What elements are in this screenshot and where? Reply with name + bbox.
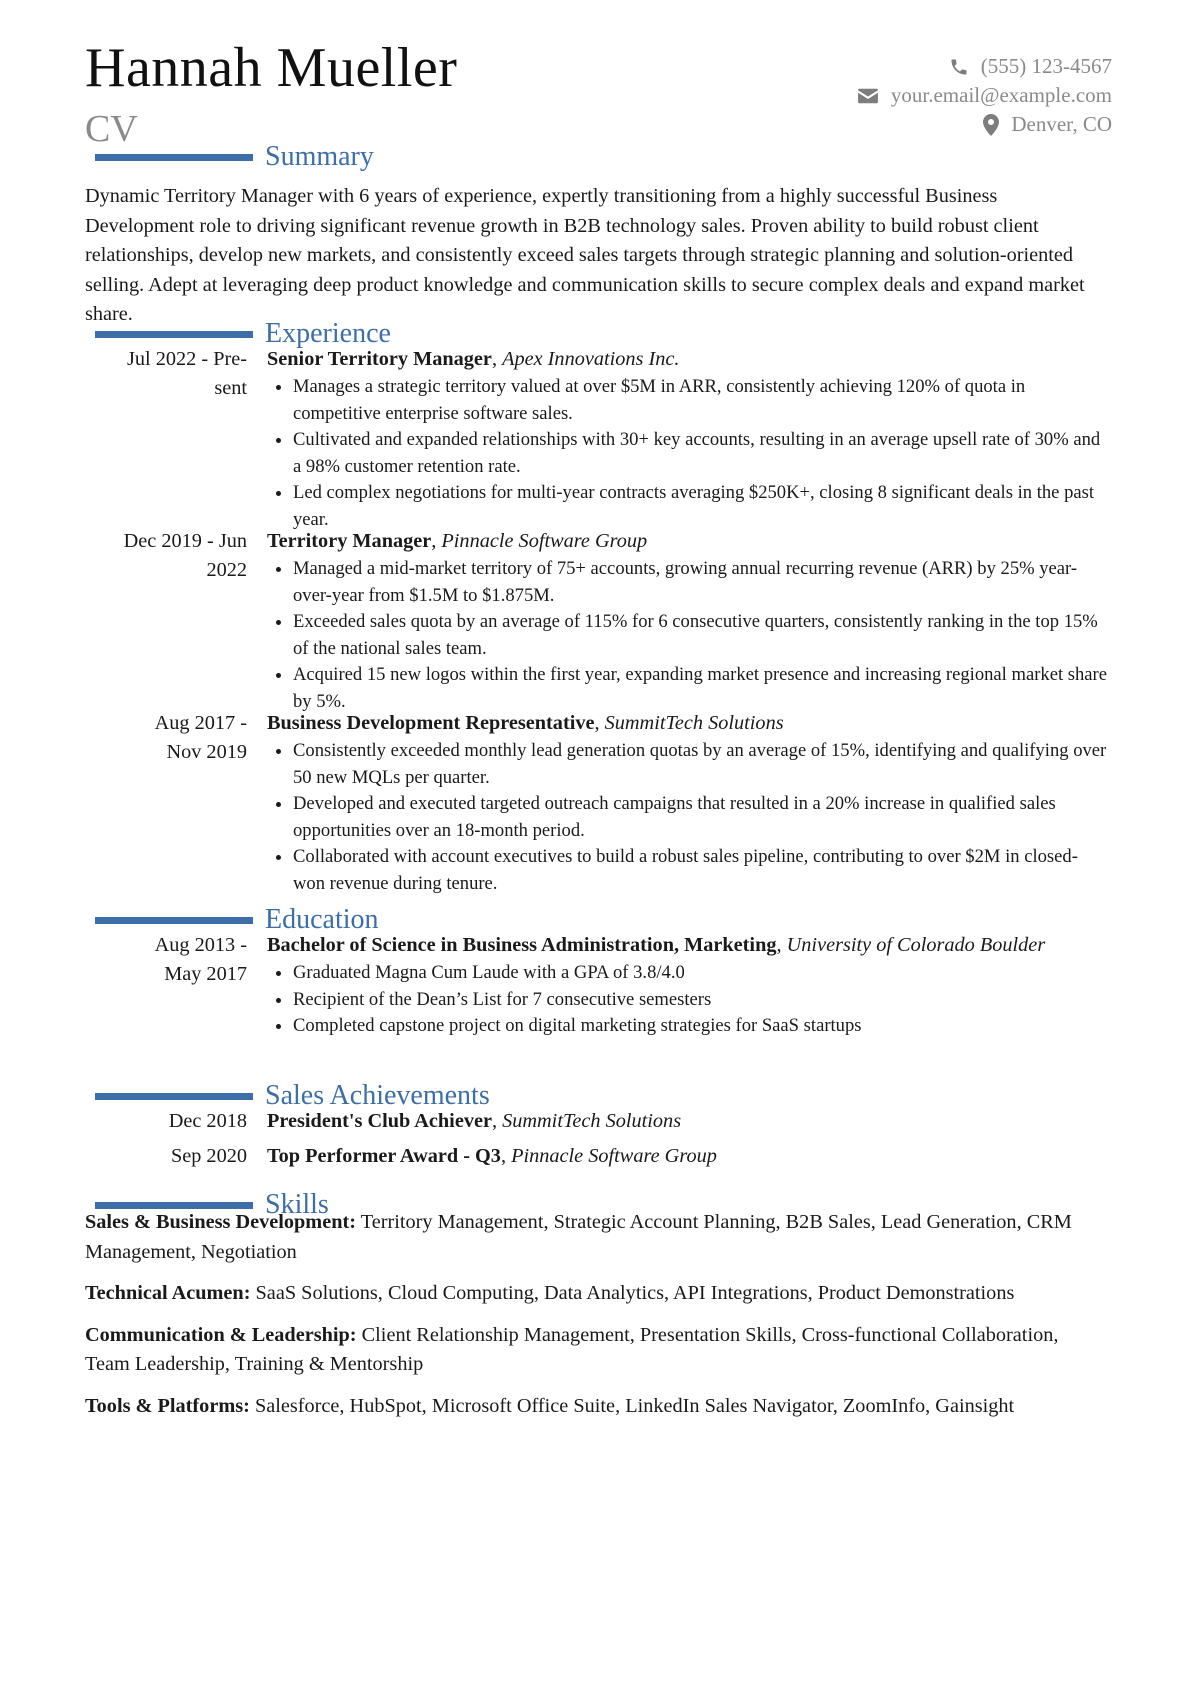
section-title-summary: Summary [265, 141, 374, 172]
company-name: SummitTech Solutions [604, 712, 784, 734]
skill-items: Territory Management, Strategic Account Planning, B2B Sales, Lead Generation, CRM Management, Negotiation [85, 1211, 1072, 1263]
entry-heading: Territory Manager, Pinnacle Software Group [267, 530, 648, 552]
section-accent-bar [95, 1093, 253, 1100]
section-accent-bar [95, 331, 253, 338]
bullet-item: • Graduated Magna Cum Laude with a GPA of 3.8/4.0 [293, 960, 1107, 987]
achievement-date: Dec 2018 [168, 1110, 247, 1132]
bullet-list [267, 960, 1107, 1040]
document-subtitle: CV [85, 108, 138, 150]
email-link[interactable]: your.email@example.com [890, 83, 1112, 107]
map-pin-icon [983, 114, 999, 136]
section-header-experience [95, 320, 391, 348]
skill-items: Salesforce, HubSpot, Microsoft Office Suite, LinkedIn Sales Navigator, ZoomInfo, Gainsight [254, 1394, 1015, 1417]
entry-heading: Bachelor of Science in Business Administration, Marketing, University of Colorado Boulder [267, 934, 1046, 956]
skill-row [85, 1392, 1105, 1422]
skill-items: Client Relationship Management, Presentation Skills, Cross-functional Collaboration, Team Leadership, Training & Mentorship [85, 1323, 1059, 1375]
section-accent-bar [95, 154, 253, 161]
achievement-text: President's Club Achiever, SummitTech Solutions [267, 1110, 682, 1132]
entry-date [85, 931, 247, 989]
bullet-item: • Recipient of the Dean’s List for 7 consecutive semesters [293, 987, 1107, 1014]
degree-title: Bachelor of Science in Business Administration, Marketing [267, 934, 777, 956]
school-name: University of Colorado Boulder [786, 934, 1046, 956]
contact-location [857, 110, 1112, 139]
section-title-skills: Skills [265, 1189, 329, 1220]
entry-date [85, 527, 247, 585]
bullet-item: • Led complex negotiations for multi-year contracts averaging $250K+, closing 8 significant deals in the past year. [293, 480, 1107, 533]
achievement-title: Top Performer Award - Q3 [267, 1145, 501, 1167]
skill-category: Communication & Leadership: [85, 1323, 357, 1346]
achievement-date: Sep 2020 [170, 1145, 247, 1167]
section-title-experience: Experience [265, 318, 391, 349]
company-name: Pinnacle Software Group [441, 530, 648, 552]
entry-date [85, 709, 247, 767]
company-name: Apex Innovations Inc. [502, 348, 680, 370]
entry-date [85, 345, 247, 403]
date-line: Jul 2022 - Pre- [127, 348, 247, 370]
job-title: Senior Territory Manager [267, 348, 492, 370]
bullet-item: • Cultivated and expanded relationships with 30+ key accounts, resulting in an average upsell rate of 30% and a 98% customer retention rate. [293, 427, 1107, 480]
skill-category: Technical Acumen: [85, 1282, 251, 1304]
entry-body [267, 709, 1107, 898]
bullet-item: • Consistently exceeded monthly lead generation quotas by an average of 15%, identifying and qualifying over 50 new MQLs per quarter. [293, 738, 1107, 791]
entry-body [267, 527, 1107, 716]
section-header-education [95, 906, 379, 934]
date-line: Aug 2017 - [154, 712, 247, 734]
section-header-achievements [95, 1082, 490, 1110]
bullet-item: • Developed and executed targeted outreach campaigns that resulted in a 20% increase in qualified sales opportunities over an 18-month period. [293, 791, 1107, 844]
bullet-item: • Manages a strategic territory valued at over $5M in ARR, consistently achieving 120% of quota in competitive enterprise software sales. [293, 374, 1107, 427]
date-line: Dec 2019 - Jun [123, 530, 247, 552]
contact-block [857, 52, 1112, 139]
achievement-org: Pinnacle Software Group [511, 1145, 717, 1167]
section-title-achievements: Sales Achievements [265, 1080, 490, 1111]
achievement-org: SummitTech Solutions [502, 1110, 682, 1132]
bullet-list [267, 738, 1107, 898]
entry-body [267, 931, 1107, 1040]
bullet-item: • Exceeded sales quota by an average of 115% for 6 consecutive quarters, consistently ranking in the top 15% of the national sales team. [293, 609, 1107, 662]
bullet-item: • Completed capstone project on digital marketing strategies for SaaS startups [293, 1013, 1107, 1040]
date-line: Aug 2013 - [154, 934, 247, 956]
phone-icon [949, 57, 969, 77]
skill-items: SaaS Solutions, Cloud Computing, Data Analytics, API Integrations, Product Demonstrations [255, 1282, 1015, 1304]
skill-row [85, 1321, 1105, 1380]
section-title-education: Education [265, 904, 379, 935]
bullet-item: • Managed a mid-market territory of 75+ accounts, growing annual recurring revenue (ARR) by 25% year-over-year from $1.5M to $1.875M. [293, 556, 1107, 609]
bullet-item: • Collaborated with account executives to build a robust sales pipeline, contributing to over $2M in closed-won revenue during tenure. [293, 844, 1107, 897]
skills-list [85, 1208, 1105, 1433]
job-title: Business Development Representative [267, 712, 595, 734]
date-line: sent [214, 377, 247, 399]
section-accent-bar [95, 917, 253, 924]
bullet-item: • Acquired 15 new logos within the first year, expanding market presence and increasing regional market share by 5%. [293, 662, 1107, 715]
date-line: Nov 2019 [166, 741, 247, 763]
date-line: 2022 [206, 559, 247, 581]
skill-row [85, 1208, 1105, 1267]
skill-category: Tools & Platforms: [85, 1394, 250, 1417]
contact-phone [857, 52, 1112, 81]
summary-paragraph: Dynamic Territory Manager with 6 years of experience, expertly transitioning from a highly successful Business Development role to driving significant revenue growth in B2B technology sales. Proven ability to build robust client relationships, develop new markets, and consistently exceed sales targets through strategic planning and solution-oriented selling. Adept at leveraging deep product knowledge and communication skills to secure complex deals and expand market share. [85, 185, 1085, 325]
entry-heading: Business Development Representative, SummitTech Solutions [267, 712, 784, 734]
bullet-list [267, 556, 1107, 716]
contact-email [857, 81, 1112, 110]
section-header-summary [95, 143, 374, 171]
achievement-text: Top Performer Award - Q3, Pinnacle Software Group [267, 1145, 717, 1167]
location-text: Denver, CO [1011, 112, 1112, 136]
job-title: Territory Manager [267, 530, 432, 552]
envelope-icon [857, 87, 879, 105]
candidate-name: Hannah Mueller [85, 37, 458, 99]
entry-heading: Senior Territory Manager, Apex Innovations Inc. [267, 348, 680, 370]
entry-body [267, 345, 1107, 534]
skill-row [85, 1279, 1105, 1309]
phone-text: (555) 123-4567 [980, 54, 1112, 78]
skill-category: Sales & Business Development: [85, 1211, 356, 1233]
date-line: May 2017 [164, 963, 247, 985]
achievement-title: President's Club Achiever [267, 1110, 492, 1132]
bullet-list [267, 374, 1107, 534]
